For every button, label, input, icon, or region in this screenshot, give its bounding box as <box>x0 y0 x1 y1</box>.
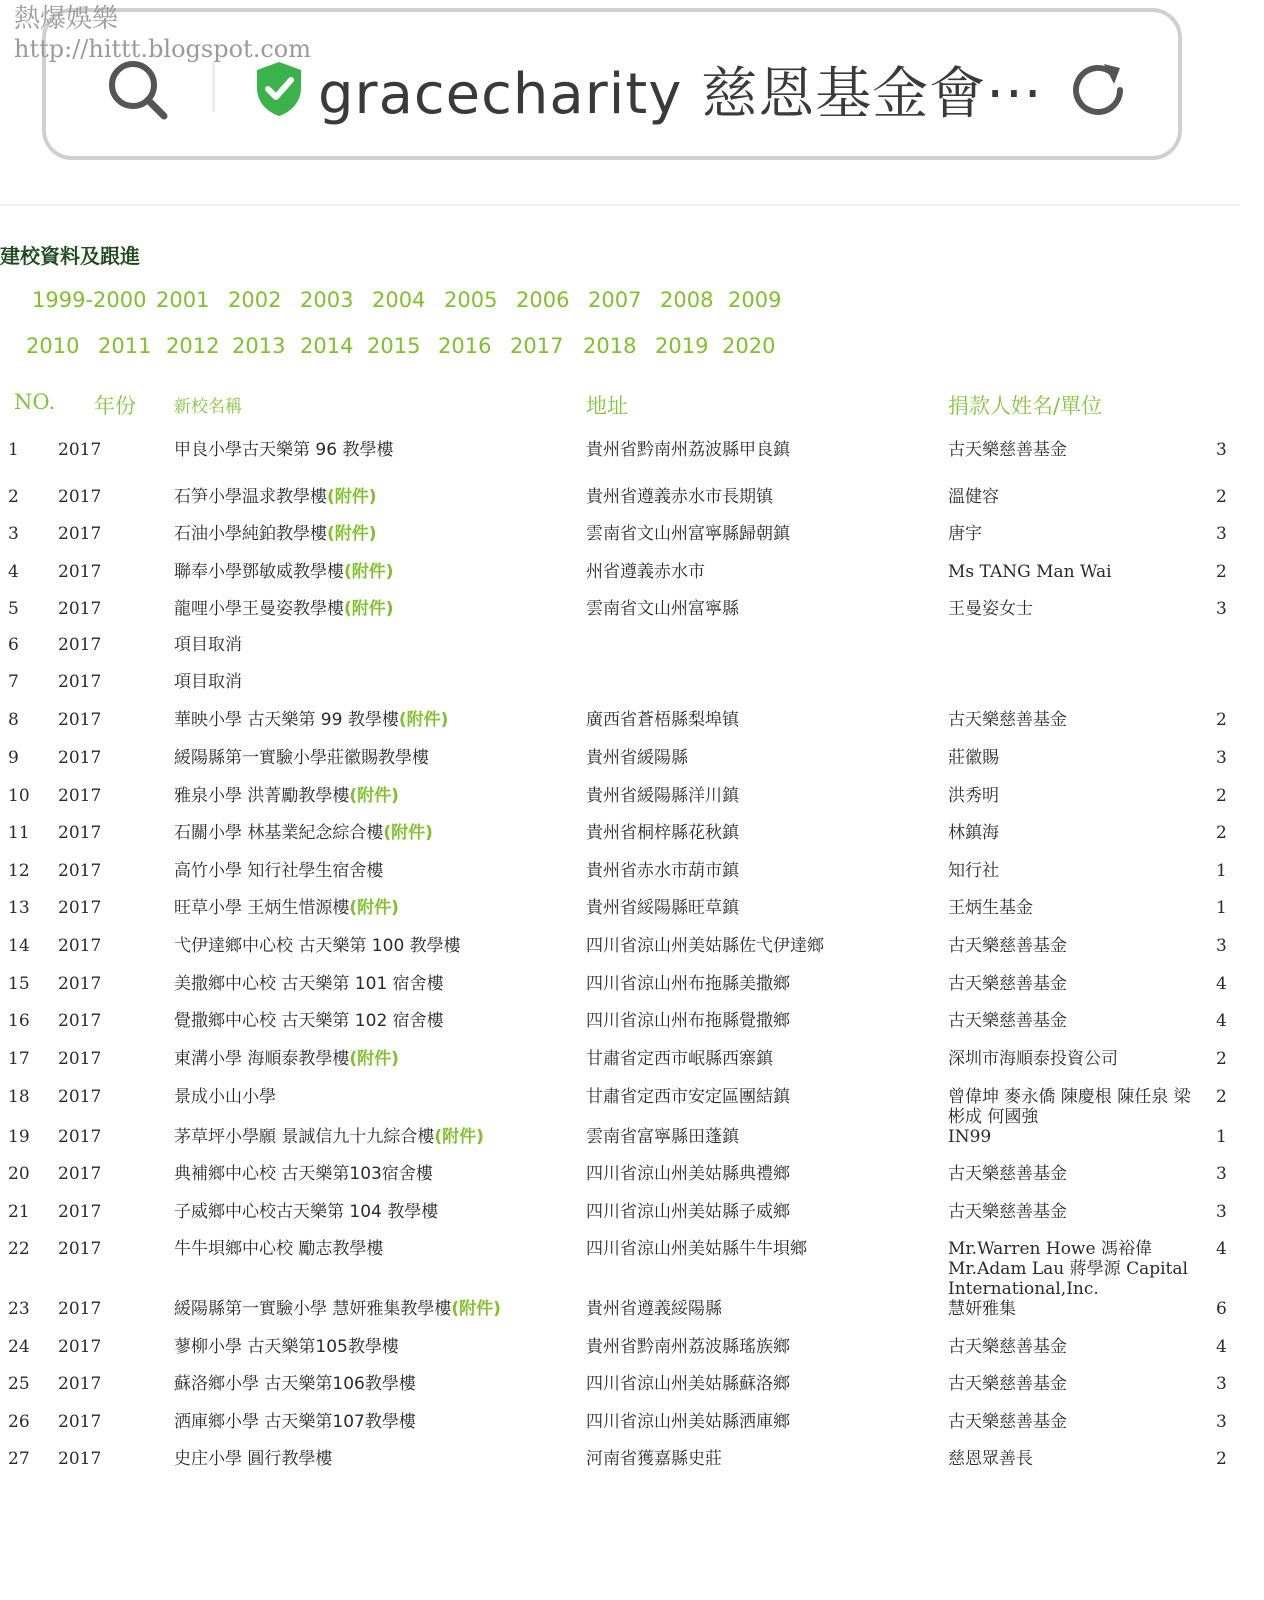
row-count: 2 <box>1216 487 1227 507</box>
row-address: 貴州省緩陽縣洋川鎮 <box>586 786 739 806</box>
row-year: 2017 <box>58 898 102 918</box>
row-count: 2 <box>1216 786 1227 806</box>
row-donor: 慈恩眾善長 <box>948 1449 1033 1469</box>
row-count: 2 <box>1216 562 1227 582</box>
row-donor: 古天樂慈善基金 <box>948 974 1067 994</box>
reload-icon[interactable] <box>1064 56 1132 124</box>
row-number: 2 <box>8 487 19 507</box>
row-number: 13 <box>8 898 30 918</box>
school-name: 景成小山小學 <box>174 1087 276 1107</box>
school-name: 雅泉小學 洪菁勵教學樓 <box>174 786 350 806</box>
school-name-cell <box>174 710 448 730</box>
row-number: 3 <box>8 524 19 544</box>
row-number: 19 <box>8 1127 30 1147</box>
row-count: 2 <box>1216 1449 1227 1469</box>
row-donor: IN99 <box>948 1127 992 1147</box>
row-address: 四川省涼山州布拖縣覺撒鄉 <box>586 1011 790 1031</box>
row-number: 11 <box>8 823 30 843</box>
school-name: 項目取消 <box>174 635 242 655</box>
watermark-title: 熱爆娛樂 <box>14 4 119 34</box>
row-address: 甘肅省定西市岷縣西寨鎮 <box>586 1049 773 1069</box>
row-number: 18 <box>8 1087 30 1107</box>
row-donor: 古天樂慈善基金 <box>948 710 1067 730</box>
row-donor: 曾偉坤 麥永僑 陳慶根 陳任泉 梁彬成 何國強 <box>948 1087 1191 1127</box>
row-address: 貴州省桐梓縣花秋鎮 <box>586 823 739 843</box>
row-number: 6 <box>8 635 19 655</box>
row-year: 2017 <box>58 1449 102 1469</box>
school-name-cell <box>174 898 399 918</box>
row-donor: 古天樂慈善基金 <box>948 1202 1067 1222</box>
row-number: 25 <box>8 1374 30 1394</box>
school-name-cell <box>174 599 394 619</box>
row-address: 四川省涼山州美姑縣典禮鄉 <box>586 1164 790 1184</box>
year-link[interactable]: 2015 <box>367 334 421 358</box>
row-donor: 古天樂慈善基金 <box>948 1011 1067 1031</box>
header-no: NO. <box>14 390 56 414</box>
attachment-link[interactable]: (附件) <box>327 524 377 544</box>
row-address: 貴州省綏陽縣旺草鎮 <box>586 898 739 918</box>
row-count: 3 <box>1216 1412 1227 1432</box>
school-name-cell <box>174 1449 332 1469</box>
row-address: 雲南省文山州富寧縣歸朝鎮 <box>586 524 790 544</box>
school-name-cell <box>174 562 394 582</box>
url-text[interactable]: gracecharity 慈恩基金會··· <box>318 62 1043 127</box>
row-address: 四川省涼山州美姑縣子威鄉 <box>586 1202 790 1222</box>
school-name-cell <box>174 1202 438 1222</box>
row-donor: Ms TANG Man Wai <box>948 562 1112 582</box>
row-year: 2017 <box>58 487 102 507</box>
row-count: 3 <box>1216 524 1227 544</box>
row-count: 1 <box>1216 861 1227 881</box>
school-name: 石關小學 林基業紀念綜合樓 <box>174 823 384 843</box>
row-donor: 古天樂慈善基金 <box>948 1337 1067 1357</box>
year-nav-row-2 <box>0 334 900 362</box>
row-donor: 王曼姿女士 <box>948 599 1033 619</box>
row-donor: 知行社 <box>948 861 999 881</box>
row-year: 2017 <box>58 710 102 730</box>
school-name-cell <box>174 1164 433 1184</box>
row-number: 1 <box>8 440 19 460</box>
attachment-link[interactable]: (附件) <box>344 562 394 582</box>
row-number: 24 <box>8 1337 30 1357</box>
row-year: 2017 <box>58 599 102 619</box>
year-link[interactable]: 1999-2000 <box>32 288 147 312</box>
school-name: 牛牛垻鄉中心校 勵志教學樓 <box>174 1239 384 1259</box>
attachment-link[interactable]: (附件) <box>451 1299 501 1319</box>
section-title: 建校資料及跟進 <box>0 244 140 268</box>
row-count: 6 <box>1216 1299 1227 1319</box>
row-year: 2017 <box>58 635 102 655</box>
school-name-cell <box>174 936 461 956</box>
row-year: 2017 <box>58 1202 102 1222</box>
row-count: 4 <box>1216 1239 1227 1259</box>
attachment-link[interactable]: (附件) <box>434 1127 484 1147</box>
row-address: 廣西省蒼梧縣梨埠镇 <box>586 710 739 730</box>
row-number: 10 <box>8 786 30 806</box>
row-donor: 古天樂慈善基金 <box>948 1164 1067 1184</box>
school-name: 華映小學 古天樂第 99 教學樓 <box>174 710 399 730</box>
row-count: 4 <box>1216 1337 1227 1357</box>
school-name: 甲良小學古天樂第 96 教學樓 <box>174 440 394 460</box>
row-number: 12 <box>8 861 30 881</box>
row-donor: 慧妍雅集 <box>948 1299 1016 1319</box>
row-donor: 古天樂慈善基金 <box>948 936 1067 956</box>
school-name: 項目取消 <box>174 672 242 692</box>
row-year: 2017 <box>58 562 102 582</box>
row-number: 14 <box>8 936 30 956</box>
row-count: 3 <box>1216 748 1227 768</box>
row-year: 2017 <box>58 748 102 768</box>
school-name: 茅草坪小學願 景誠信九十九綜合樓 <box>174 1127 435 1147</box>
school-name-cell <box>174 786 399 806</box>
row-count: 3 <box>1216 599 1227 619</box>
row-year: 2017 <box>58 1127 102 1147</box>
row-year: 2017 <box>58 1239 102 1259</box>
year-link[interactable]: 2001 <box>156 288 210 312</box>
row-year: 2017 <box>58 440 102 460</box>
school-name: 弋伊達鄉中心校 古天樂第 100 教學樓 <box>174 936 461 956</box>
row-address: 河南省獲嘉縣史莊 <box>586 1449 722 1469</box>
school-name-cell <box>174 1412 416 1432</box>
row-year: 2017 <box>58 936 102 956</box>
row-number: 8 <box>8 710 19 730</box>
school-name: 覺撒鄉中心校 古天樂第 102 宿舍樓 <box>174 1011 444 1031</box>
school-name: 蘇洛鄉小學 古天樂第106教學樓 <box>174 1374 416 1394</box>
row-donor: 洪秀明 <box>948 786 999 806</box>
year-nav-row-1 <box>0 288 900 316</box>
row-address: 四川省涼山州美姑縣佐弋伊達鄉 <box>586 936 824 956</box>
row-year: 2017 <box>58 1049 102 1069</box>
row-year: 2017 <box>58 1337 102 1357</box>
school-name-cell <box>174 974 444 994</box>
year-link[interactable]: 2018 <box>583 334 637 358</box>
row-donor: 王炳生基金 <box>948 898 1033 918</box>
attachment-link[interactable]: (附件) <box>383 823 433 843</box>
attachment-link[interactable]: (附件) <box>398 710 449 730</box>
school-name-cell <box>174 1299 501 1319</box>
school-name: 聯奉小學鄧敏威教學樓 <box>174 562 344 582</box>
row-count: 2 <box>1216 1049 1227 1069</box>
year-link[interactable]: 2008 <box>660 288 714 312</box>
year-link[interactable]: 2019 <box>655 334 709 358</box>
attachment-link[interactable]: (附件) <box>344 599 394 619</box>
year-link[interactable]: 2014 <box>300 334 354 358</box>
school-name: 石笋小學温求教學樓 <box>174 487 327 507</box>
row-donor: 古天樂慈善基金 <box>948 1412 1067 1432</box>
separator <box>0 204 1240 206</box>
row-address: 甘肅省定西市安定區團結鎮 <box>586 1087 790 1107</box>
row-number: 5 <box>8 599 19 619</box>
row-count: 3 <box>1216 936 1227 956</box>
row-year: 2017 <box>58 1299 102 1319</box>
row-address: 雲南省富寧縣田蓬鎮 <box>586 1127 739 1147</box>
row-count: 3 <box>1216 1374 1227 1394</box>
row-number: 23 <box>8 1299 30 1319</box>
row-count: 4 <box>1216 974 1227 994</box>
row-address: 四川省涼山州美姑縣蘇洛鄉 <box>586 1374 790 1394</box>
row-number: 22 <box>8 1239 30 1259</box>
school-name-cell <box>174 672 242 692</box>
year-link[interactable]: 2020 <box>722 334 776 358</box>
row-year: 2017 <box>58 524 102 544</box>
year-link[interactable]: 2012 <box>166 334 220 358</box>
row-donor: 林鎮海 <box>948 823 999 843</box>
row-year: 2017 <box>58 1087 102 1107</box>
school-name-cell <box>174 1087 276 1107</box>
row-address: 貴州省遵義綏陽縣 <box>586 1299 722 1319</box>
year-link[interactable]: 2005 <box>444 288 498 312</box>
row-year: 2017 <box>58 823 102 843</box>
school-name: 東溝小學 海順泰教學樓 <box>174 1049 350 1069</box>
year-link[interactable]: 2017 <box>510 334 564 358</box>
row-count: 3 <box>1216 440 1227 460</box>
row-address: 四川省涼山州布拖縣美撒鄉 <box>586 974 790 994</box>
school-name: 緩陽縣第一實驗小學莊徽賜教學樓 <box>174 748 429 768</box>
row-donor: 唐宇 <box>948 524 982 544</box>
shield-check-icon[interactable] <box>254 60 304 118</box>
row-count: 2 <box>1216 1087 1227 1107</box>
row-count: 1 <box>1216 898 1227 918</box>
row-year: 2017 <box>58 786 102 806</box>
school-name: 史庄小學 圓行教學樓 <box>174 1449 333 1469</box>
school-name: 蓼柳小學 古天樂第105教學樓 <box>174 1337 399 1357</box>
school-name-cell <box>174 823 433 843</box>
school-name: 典補鄉中心校 古天樂第103宿舍樓 <box>174 1164 433 1184</box>
row-number: 27 <box>8 1449 30 1469</box>
school-name: 高竹小學 知行社學生宿舍樓 <box>174 861 384 881</box>
row-number: 16 <box>8 1011 30 1031</box>
row-count: 3 <box>1216 1164 1227 1184</box>
year-link[interactable]: 2004 <box>372 288 426 312</box>
row-address: 雲南省文山州富寧縣 <box>586 599 739 619</box>
year-link[interactable]: 2013 <box>232 334 286 358</box>
row-number: 17 <box>8 1049 30 1069</box>
school-name-cell <box>174 748 429 768</box>
row-address: 四川省涼山州美姑縣牛牛垻鄉 <box>586 1239 807 1259</box>
year-link[interactable]: 2002 <box>228 288 282 312</box>
school-name-cell <box>174 487 377 507</box>
row-year: 2017 <box>58 1164 102 1184</box>
row-number: 26 <box>8 1412 30 1432</box>
row-number: 20 <box>8 1164 30 1184</box>
year-link[interactable]: 2010 <box>26 334 80 358</box>
year-link[interactable]: 2006 <box>516 288 570 312</box>
row-year: 2017 <box>58 672 102 692</box>
school-name-cell <box>174 1337 399 1357</box>
year-link[interactable]: 2009 <box>728 288 782 312</box>
row-year: 2017 <box>58 974 102 994</box>
school-name-cell <box>174 1049 399 1069</box>
row-address: 四川省涼山州美姑縣洒庫鄉 <box>586 1412 790 1432</box>
watermark-url: http://hittt.blogspot.com <box>14 35 311 63</box>
school-name: 美撒鄉中心校 古天樂第 101 宿舍樓 <box>174 974 444 994</box>
year-link[interactable]: 2003 <box>300 288 354 312</box>
attachment-link[interactable]: (附件) <box>349 1049 399 1069</box>
row-count: 2 <box>1216 710 1227 730</box>
school-name: 石油小學純鉑教學樓 <box>174 524 327 544</box>
attachment-link[interactable]: (附件) <box>349 786 399 806</box>
school-name-cell <box>174 1127 484 1147</box>
attachment-link[interactable]: (附件) <box>327 487 377 507</box>
school-name-cell <box>174 524 377 544</box>
year-link[interactable]: 2011 <box>98 334 152 358</box>
watermark <box>14 4 311 64</box>
school-name: 洒庫鄉小學 古天樂第107教學樓 <box>174 1412 416 1432</box>
header-year: 年份 <box>94 394 136 418</box>
school-name-cell <box>174 440 393 460</box>
row-address: 州省遵義赤水市 <box>586 562 705 582</box>
row-count: 2 <box>1216 823 1227 843</box>
row-donor: 莊徽賜 <box>948 748 999 768</box>
year-link[interactable]: 2016 <box>438 334 492 358</box>
row-donor: Mr.Warren Howe 馮裕偉 Mr.Adam Lau 蔣學源 Capital International,Inc. <box>948 1239 1188 1299</box>
row-year: 2017 <box>58 1412 102 1432</box>
header-school-name: 新校名稱 <box>174 397 242 417</box>
school-name-cell <box>174 1011 444 1031</box>
row-number: 7 <box>8 672 19 692</box>
row-number: 9 <box>8 748 19 768</box>
row-count: 1 <box>1216 1127 1227 1147</box>
row-year: 2017 <box>58 1011 102 1031</box>
header-donor: 捐款人姓名/單位 <box>948 394 1103 418</box>
school-name: 旺草小學 王炳生惜源樓 <box>174 898 350 918</box>
school-name-cell <box>174 635 242 655</box>
row-year: 2017 <box>58 861 102 881</box>
row-count: 4 <box>1216 1011 1227 1031</box>
school-name-cell <box>174 1374 416 1394</box>
row-year: 2017 <box>58 1374 102 1394</box>
row-donor: 古天樂慈善基金 <box>948 440 1067 460</box>
row-number: 4 <box>8 562 19 582</box>
address-bar-divider <box>212 62 215 112</box>
row-number: 21 <box>8 1202 30 1222</box>
row-address: 貴州省黔南州荔波縣瑤族鄉 <box>586 1337 790 1357</box>
row-address: 貴州省遵義赤水市長期镇 <box>586 487 773 507</box>
school-name: 子威鄉中心校古天樂第 104 教學樓 <box>174 1202 439 1222</box>
row-address: 貴州省黔南州荔波縣甲良鎮 <box>586 440 790 460</box>
school-name-cell <box>174 1239 383 1259</box>
row-count: 3 <box>1216 1202 1227 1222</box>
row-donor: 深圳市海順泰投資公司 <box>948 1049 1118 1069</box>
row-donor: 古天樂慈善基金 <box>948 1374 1067 1394</box>
row-number: 15 <box>8 974 30 994</box>
school-name: 龍哩小學王曼姿教學樓 <box>174 599 344 619</box>
attachment-link[interactable]: (附件) <box>349 898 399 918</box>
row-address: 貴州省赤水市葫市鎮 <box>586 861 739 881</box>
year-link[interactable]: 2007 <box>588 288 642 312</box>
row-address: 貴州省緩陽縣 <box>586 748 688 768</box>
search-icon[interactable] <box>106 58 170 122</box>
row-donor: 溫健容 <box>948 487 999 507</box>
header-address: 地址 <box>586 394 628 418</box>
school-name-cell <box>174 861 383 881</box>
school-name: 緩陽縣第一實驗小學 慧妍雅集教學樓 <box>174 1299 452 1319</box>
